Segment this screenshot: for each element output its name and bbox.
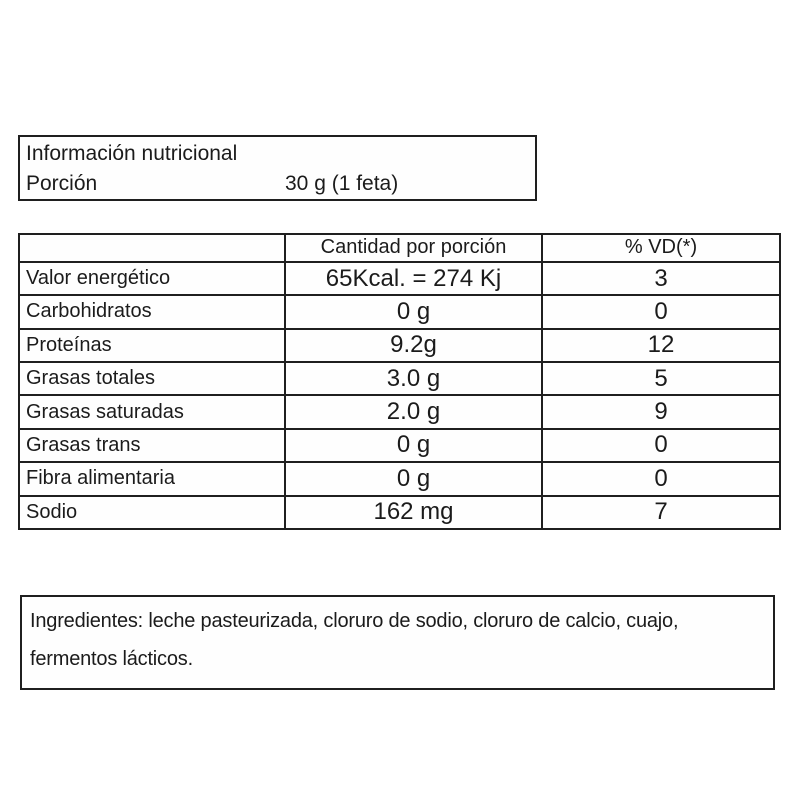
row-vd: 12: [542, 329, 780, 362]
table-row: [19, 429, 780, 462]
row-label: Grasas trans: [19, 429, 285, 462]
row-label: Sodio: [19, 496, 285, 529]
table-row: [19, 329, 780, 362]
label-title: Información nutricional: [26, 142, 238, 165]
row-amount: 0 g: [285, 462, 542, 495]
row-amount: 162 mg: [285, 496, 542, 529]
row-label: Valor energético: [19, 262, 285, 295]
row-vd: 9: [542, 395, 780, 428]
portion-label: Porción: [26, 172, 98, 195]
row-vd: 7: [542, 496, 780, 529]
row-vd: 0: [542, 462, 780, 495]
col-header-empty: [19, 234, 285, 262]
portion-value: 30 g (1 feta): [285, 172, 399, 195]
table-row: [19, 462, 780, 495]
nutrition-table: [18, 233, 781, 530]
table-row: [19, 362, 780, 395]
row-amount: 9.2g: [285, 329, 542, 362]
row-label: Proteínas: [19, 329, 285, 362]
row-vd: 5: [542, 362, 780, 395]
row-label: Fibra alimentaria: [19, 462, 285, 495]
row-vd: 0: [542, 295, 780, 328]
col-header-vd: % VD(*): [542, 234, 780, 262]
table-row: [19, 496, 780, 529]
table-row: [19, 262, 780, 295]
row-amount: 0 g: [285, 429, 542, 462]
row-amount: 65Kcal. = 274 Kj: [285, 262, 542, 295]
row-amount: 0 g: [285, 295, 542, 328]
table-row: [19, 395, 780, 428]
row-label: Carbohidratos: [19, 295, 285, 328]
ingredients-box: [20, 595, 775, 690]
row-label: Grasas saturadas: [19, 395, 285, 428]
portion-row: [20, 169, 535, 199]
table-row: [19, 295, 780, 328]
col-header-amount: Cantidad por porción: [285, 234, 542, 262]
row-amount: 2.0 g: [285, 395, 542, 428]
row-label: Grasas totales: [19, 362, 285, 395]
row-vd: 0: [542, 429, 780, 462]
table-header-row: [19, 234, 780, 262]
header-box: [18, 135, 537, 201]
row-amount: 3.0 g: [285, 362, 542, 395]
row-vd: 3: [542, 262, 780, 295]
ingredients-text: Ingredientes: leche pasteurizada, cloruro de sodio, cloruro de calcio, cuajo, fermentos lácticos.: [30, 610, 679, 670]
